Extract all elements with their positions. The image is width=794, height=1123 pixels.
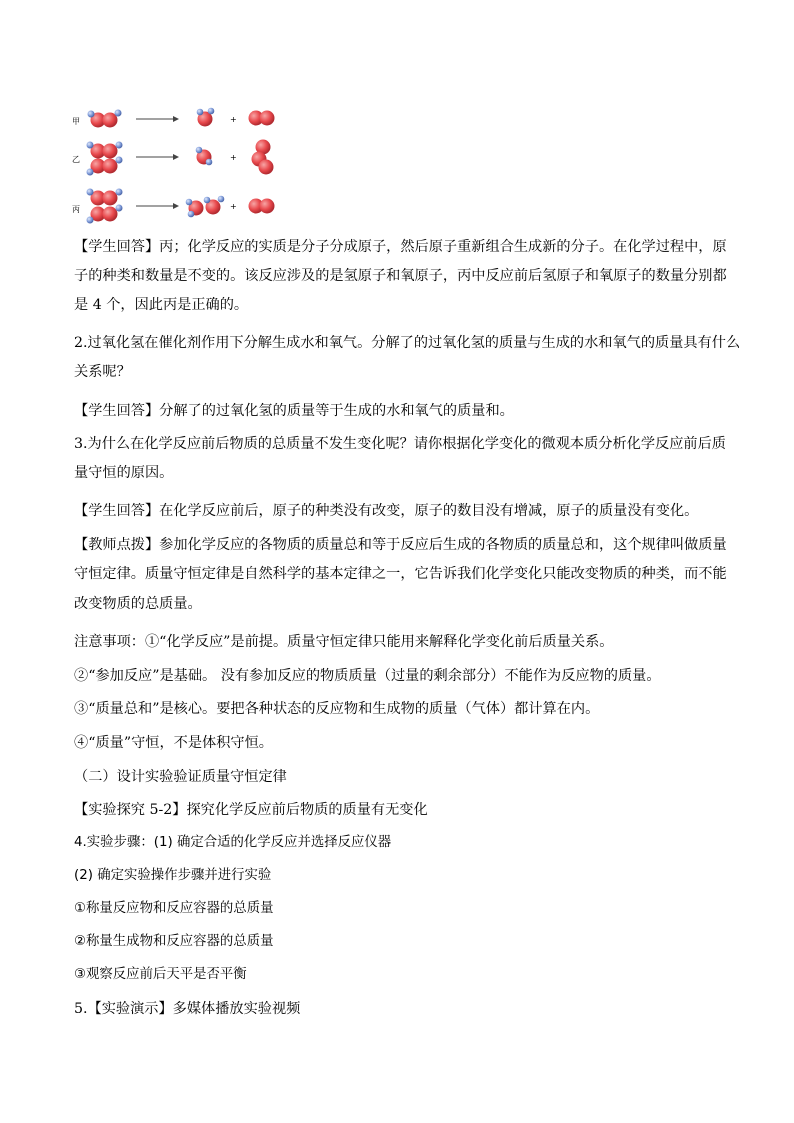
plus-sign-jia: + [230, 115, 237, 124]
section-heading: （二）设计实验验证质量守恒定律 [74, 769, 287, 785]
question-2-line-1: 2.过氧化氢在催化剂作用下分解生成水和氧气。分解了的过氧化氢的质量与生成的水和氧气的质量具有什么 [74, 335, 741, 351]
step-a: ①称量反应物和反应容器的总质量 [74, 901, 274, 916]
product-jia-water [197, 108, 215, 127]
product-jia-oxygen [249, 111, 275, 126]
step-5: 5.【实验演示】多媒体播放实验视频 [74, 1001, 301, 1017]
answer-line-1: 【学生回答】丙；化学反应的实质是分子分成原子，然后原子重新组合生成新的分子。在化学过程中，原 [74, 239, 727, 255]
answer-2: 【学生回答】分解了的过氧化氢的质量等于生成的水和氧气的质量和。 [74, 403, 514, 419]
product-yi-water [196, 147, 213, 166]
row-label-yi: 乙 [72, 155, 80, 164]
product-bing-oxygen [249, 199, 275, 214]
molecule-reaction-figure [60, 96, 320, 226]
question-2-line-2: 关系呢？ [74, 364, 131, 380]
note-item-1: 注意事项：①“化学反应”是前提。质量守恒定律只能用来解释化学变化前后质量关系。 [74, 634, 614, 650]
step-4-2: (2) 确定实验操作步骤并进行实验 [74, 868, 272, 883]
plus-sign-yi: + [230, 153, 237, 162]
question-3-line-1: 3.为什么在化学反应前后物质的总质量不发生变化呢？请你根据化学变化的微观本质分析化学反应前后质 [74, 436, 726, 452]
product-bing-water [186, 196, 225, 218]
reactant-jia [88, 110, 122, 128]
step-c: ③观察反应前后天平是否平衡 [74, 967, 247, 982]
row-label-jia: 甲 [72, 117, 80, 126]
answer-line-3: 是 4 个，因此丙是正确的。 [74, 297, 249, 313]
step-b: ②称量生成物和反应容器的总质量 [74, 934, 274, 949]
answer-3: 【学生回答】在化学反应前后，原子的种类没有改变，原子的数目没有增减，原子的质量没有变化。 [74, 503, 699, 519]
reactant-bing [87, 189, 123, 224]
row-label-bing: 丙 [72, 205, 80, 214]
step-4: 4.实验步骤：(1) 确定合适的化学反应并选择反应仪器 [74, 835, 392, 850]
experiment-title: 【实验探究 5-2】探究化学反应前后物质的质量有无变化 [74, 802, 428, 818]
molecule-diagram [60, 96, 320, 226]
note-item-3: ③“质量总和”是核心。要把各种状态的反应物和生成物的质量（气体）都计算在内。 [74, 701, 600, 717]
answer-line-2: 子的种类和数量是不变的。该反应涉及的是氢原子和氧原子，丙中反应前后氢原子和氧原子的数量分别都 [74, 268, 727, 284]
reactant-yi [87, 142, 123, 176]
note-item-4: ④“质量”守恒，不是体积守恒。 [74, 735, 273, 751]
teacher-note-line-3: 改变物质的总质量。 [74, 596, 202, 612]
teacher-note-line-1: 【教师点拨】参加化学反应的各物质的质量总和等于反应后生成的各物质的质量总和，这个规律叫做质量 [74, 537, 727, 553]
plus-sign-bing: + [230, 202, 237, 211]
teacher-note-line-2: 守恒定律。质量守恒定律是自然科学的基本定律之一，它告诉我们化学变化只能改变物质的种类，而不能 [74, 566, 727, 582]
product-yi-oxygen [252, 140, 274, 175]
note-item-2: ②“参加反应”是基础。 没有参加反应的物质质量（过量的剩余部分）不能作为反应物的质量。 [74, 668, 661, 684]
question-3-line-2: 量守恒的原因。 [74, 465, 174, 481]
